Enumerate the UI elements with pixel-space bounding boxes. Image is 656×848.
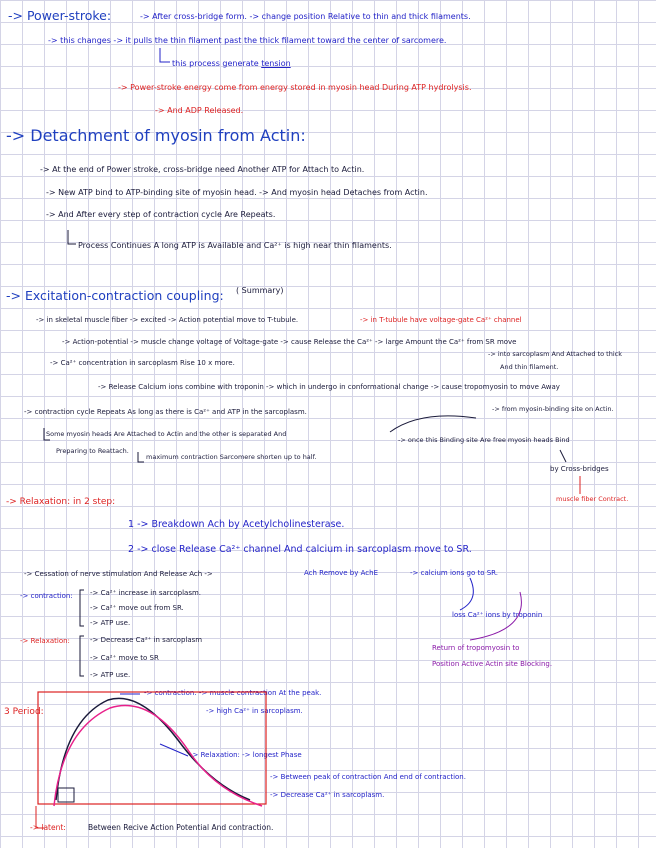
power-stroke-line-4: -> Power-stroke energy come from energy stored in myosin head During ATP hydrolysis.: [118, 83, 472, 92]
excitation-right-2: by Cross-bridges: [550, 465, 609, 473]
summary-label: ( Summary): [236, 286, 284, 295]
excitation-line-5: -> contraction cycle Repeats As long as there is Ca²⁺ and ATP in the sarcoplasm.: [24, 408, 307, 416]
arrow-loss: [460, 578, 473, 610]
relaxation-line-1a: -> Cessation of nerve stimulation And Release Ach ->: [24, 570, 213, 578]
power-stroke-line-5: -> And ADP Released.: [155, 106, 244, 115]
excitation-heading: -> Excitation-contraction coupling:: [6, 288, 224, 303]
period-label: 3 Period:: [4, 707, 44, 717]
bracket-contraction: [80, 590, 84, 626]
arrow-2: [560, 450, 566, 462]
detachment-line-4: Process Continues A long ATP is Available and Ca²⁺ is high near thin filaments.: [78, 241, 392, 250]
contraction-item-1: -> Ca²⁺ increase in sarcoplasm.: [90, 589, 202, 597]
contraction-item-3: -> ATP use.: [90, 619, 131, 627]
excitation-line-3b: -> into sarcoplasm And Attached to thick: [488, 350, 622, 358]
relaxation-line-1c: -> calcium ions go to SR.: [410, 569, 498, 577]
power-stroke-line-2: -> this changes -> it pulls the thin filament past the thick filament toward the center of sarcomere.: [48, 36, 447, 45]
excitation-line-7: Preparing to Reattach.: [56, 447, 129, 455]
latent-box: [58, 788, 74, 802]
period-latent: -> latent:: [30, 823, 66, 832]
hook-arrow: [160, 48, 170, 62]
tension-word: tension: [261, 59, 291, 68]
return-tropomyosin-2: Position Active Actin site Blocking.: [432, 660, 553, 668]
arrow-return: [470, 592, 521, 640]
excitation-line-2: -> Action-potential -> muscle change voltage of Voltage-gate -> cause Release the Ca²⁺ -> large Amount the Ca²⁺ from SR move: [62, 338, 517, 346]
excitation-line-1a: -> in skeletal muscle fiber -> excited -> Action potential move to T-tubule.: [36, 316, 299, 324]
detachment-heading: -> Detachment of myosin from Actin:: [6, 126, 306, 145]
relaxation-item-3: -> ATP use.: [90, 671, 131, 679]
period-relaxation-3: -> Decrease Ca²⁺ in sarcoplasm.: [270, 791, 385, 799]
contraction-item-2: -> Ca²⁺ move out from SR.: [90, 604, 184, 612]
period-contraction: -> contraction: -> muscle contraction At the peak.: [144, 689, 322, 697]
excitation-line-1b: -> in T-tubule have voltage-gate Ca²⁺ channel: [360, 316, 522, 324]
excitation-line-6: Some myosin heads Are Attached to Actin and the other is separated And: [46, 430, 287, 438]
power-stroke-line-3: this process generate tension: [172, 59, 291, 68]
excitation-line-4b: -> from myosin-binding site on Actin.: [492, 405, 614, 413]
return-tropomyosin-1: Return of tropomyosin to: [432, 644, 520, 652]
relaxation-arrow: [160, 744, 188, 756]
hook-arrow-2: [68, 230, 76, 244]
hook-arrow-3: [44, 428, 50, 440]
relaxation-line-1b: Ach Remove by AchE: [304, 569, 378, 577]
excitation-line-3c: And thin filament.: [500, 363, 559, 371]
power-stroke-line-1: -> After cross-bridge form. -> change position Relative to thin and thick filaments.: [140, 12, 471, 21]
excitation-line-4: -> Release Calcium ions combine with troponin -> which in undergo in conformational change -> cause tropomyosin to move Away: [98, 383, 560, 391]
detachment-line-2: -> New ATP bind to ATP-binding site of myosin head. -> And myosin head Detaches from Actin.: [46, 188, 428, 197]
period-curve-pink: [54, 706, 262, 806]
excitation-right-3: muscle fiber Contract.: [556, 495, 629, 503]
excitation-line-8: maximum contraction Sarcomere shorten up to half.: [146, 453, 317, 461]
relaxation-step-1: 1 -> Breakdown Ach by Acetylcholinesterase.: [128, 519, 345, 530]
power-stroke-heading: -> Power-stroke:: [8, 8, 112, 23]
relaxation-step-2: 2 -> close Release Ca²⁺ channel And calcium in sarcoplasm move to SR.: [128, 544, 472, 555]
excitation-line-3: -> Ca²⁺ concentration in sarcoplasm Rise 10 x more.: [50, 359, 235, 367]
period-graph-frame: [38, 692, 266, 804]
excitation-right-1: -> once this Binding site Are free myosin heads Bind: [398, 436, 570, 444]
relaxation-item-2: -> Ca²⁺ move to SR: [90, 654, 159, 662]
detachment-line-1: -> At the end of Power stroke, cross-bridge need Another ATP for Attach to Actin.: [40, 165, 365, 174]
curved-arrow-1: [390, 416, 476, 432]
period-latent-desc: Between Recive Action Potential And contraction.: [88, 823, 274, 832]
period-relaxation: -> Relaxation: -> longest Phase: [190, 751, 302, 759]
latent-arrow: [36, 806, 44, 828]
period-contraction-2: -> high Ca²⁺ in sarcoplasm.: [206, 707, 303, 715]
detachment-line-3: -> And After every step of contraction cycle Are Repeats.: [46, 210, 276, 219]
hook-arrow-4: [138, 452, 144, 462]
period-relaxation-2: -> Between peak of contraction And end of contraction.: [270, 773, 466, 781]
relaxation-label: -> Relaxation:: [20, 637, 70, 645]
loss-calcium-note: loss Ca²⁺ ions by troponin: [452, 611, 543, 619]
bracket-relaxation: [80, 636, 84, 676]
relaxation-heading: -> Relaxation: in 2 step:: [6, 497, 116, 507]
contraction-label: -> contraction:: [20, 592, 73, 600]
relaxation-item-1: -> Decrease Ca²⁺ in sarcoplasm: [90, 636, 203, 644]
